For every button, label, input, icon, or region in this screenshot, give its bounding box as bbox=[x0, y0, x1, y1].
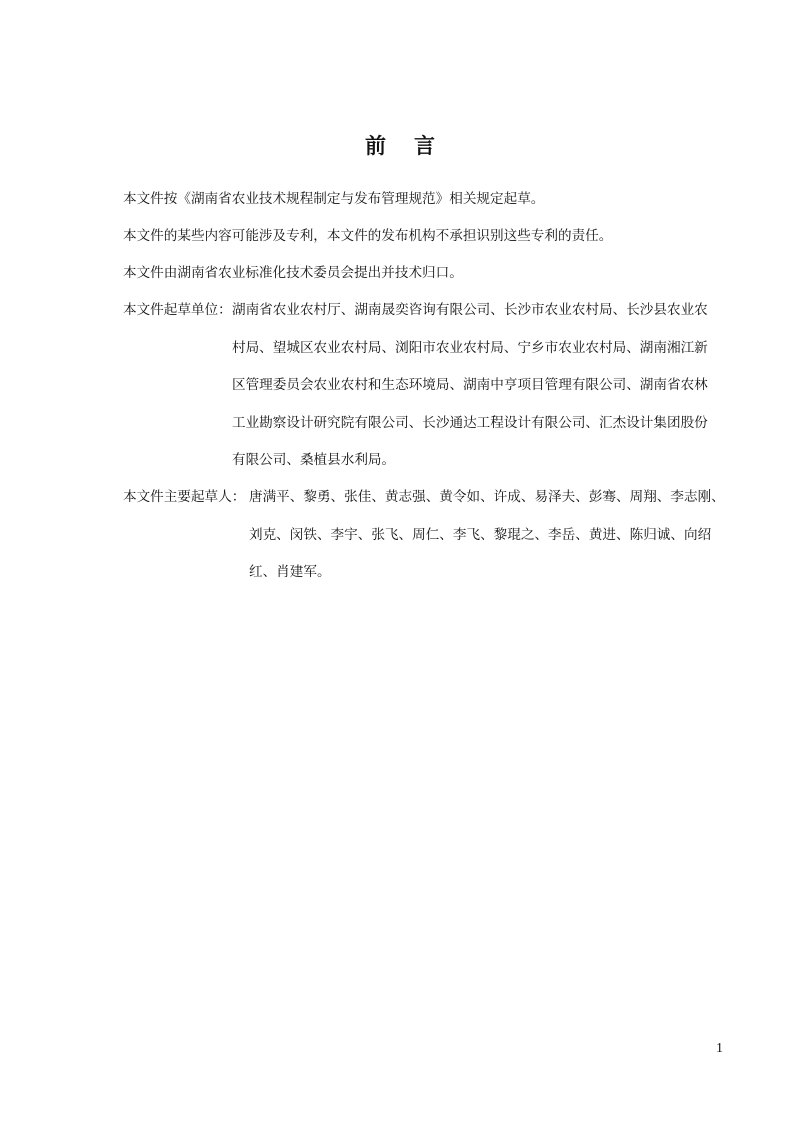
drafting-units-list bbox=[232, 292, 708, 480]
main-drafters-label: 本文件主要起草人： bbox=[123, 489, 246, 505]
drafting-units-label: 本文件起草单位： bbox=[123, 302, 232, 318]
paragraph-proposer: 本文件由湖南省农业标准化技术委员会提出并技术归口。 bbox=[123, 265, 463, 281]
page-title bbox=[0, 130, 800, 160]
main-drafters-line: 刘克、闵铁、李宇、张飞、周仁、李飞、黎琨之、李岳、黄进、陈归诚、向绍 bbox=[249, 526, 712, 543]
drafting-units-line: 有限公司、桑植县水利局。 bbox=[232, 452, 396, 468]
paragraph-patent-notice: 本文件的某些内容可能涉及专利，本文件的发布机构不承担识别这些专利的责任。 bbox=[123, 228, 613, 244]
title-char-1: 前 bbox=[365, 134, 386, 158]
drafting-units-line: 村局、望城区农业农村局、浏阳市农业农村局、宁乡市农业农村局、湖南湘江新 bbox=[232, 339, 708, 356]
page-number: 1 bbox=[716, 1041, 723, 1056]
title-char-2: 言 bbox=[414, 134, 435, 158]
main-drafters-list bbox=[249, 479, 725, 592]
paragraph-drafting-rules: 本文件按《湖南省农业技术规程制定与发布管理规范》相关规定起草。 bbox=[123, 191, 545, 207]
main-drafters-line: 唐满平、黎勇、张佳、黄志强、黄令如、许成、易泽夫、彭骞、周翔、李志刚、 bbox=[249, 489, 725, 505]
drafting-units-line: 区管理委员会农业农村和生态环境局、湖南中亨项目管理有限公司、湖南省农林 bbox=[232, 377, 708, 393]
main-drafters-line: 红、肖建军。 bbox=[249, 564, 331, 580]
drafting-units-line: 湖南省农业农村厅、湖南晟奕咨询有限公司、长沙市农业农村局、长沙县农业农 bbox=[232, 302, 708, 318]
drafting-units-line: 工业勘察设计研究院有限公司、长沙通达工程设计有限公司、汇杰设计集团股份 bbox=[232, 414, 708, 431]
